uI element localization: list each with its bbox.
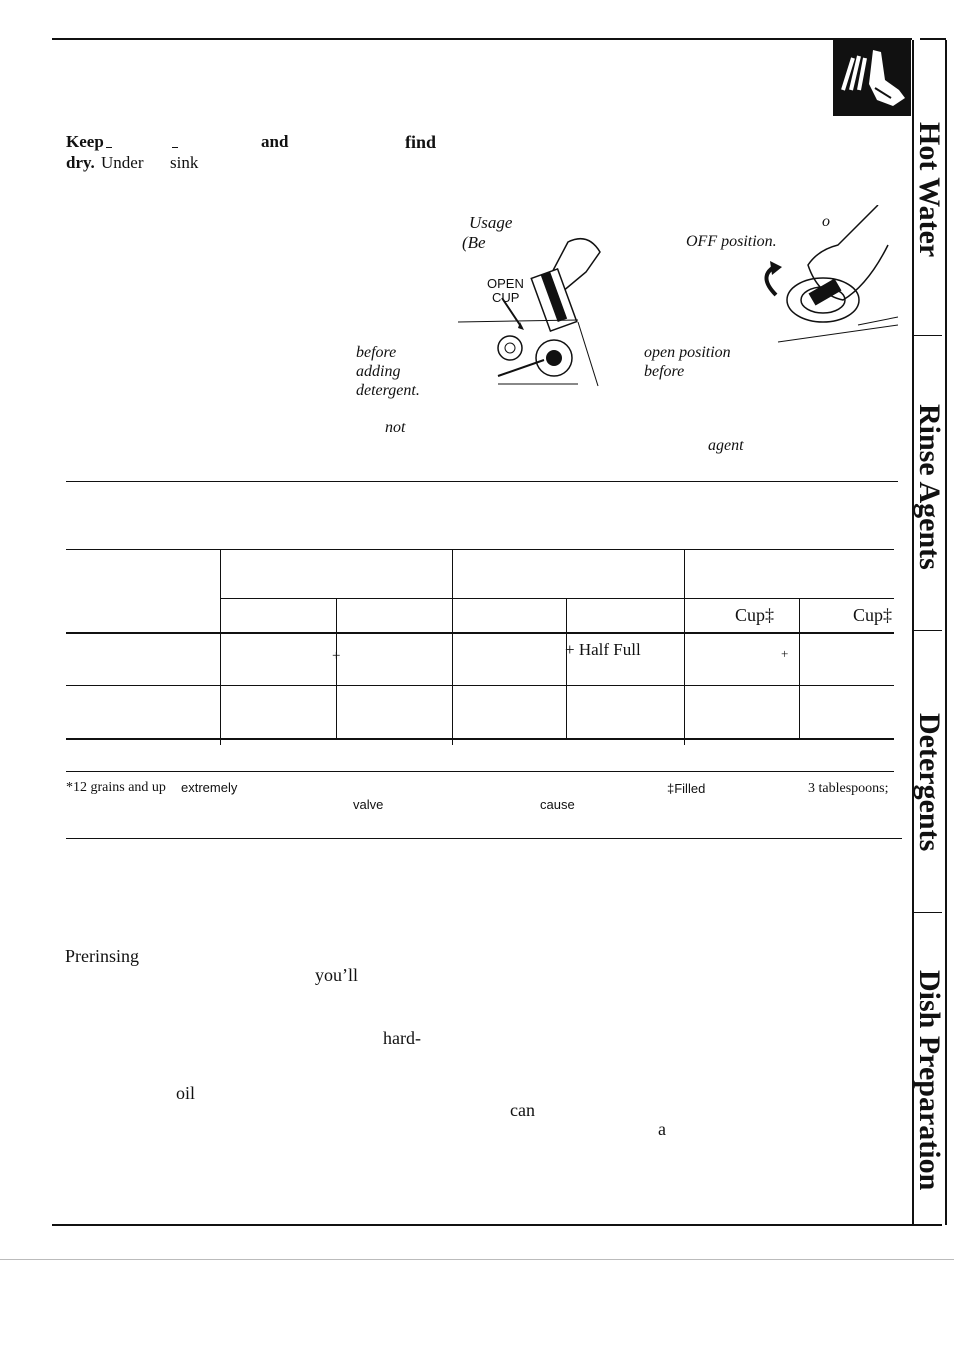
intro-sink: sink	[170, 153, 199, 172]
usage-off-position: OFF position.	[686, 233, 777, 250]
open-cup-label-2: CUP	[492, 290, 520, 305]
row1-cell-2: + Half Full	[565, 640, 641, 659]
table-footnote-rule	[66, 771, 894, 772]
footnote-valve: valve	[353, 797, 384, 812]
prep-prerinsing: Prerinsing	[65, 946, 139, 966]
table-row-rule	[66, 685, 894, 686]
footnote-tablespoons: 3 tablespoons;	[808, 781, 889, 796]
footnote-cause: cause	[540, 797, 575, 812]
tab-hot-water[interactable]: Hot Water	[913, 122, 946, 258]
intro-dash-2	[172, 147, 178, 148]
table-subheader-rule	[220, 598, 894, 599]
footnote-grains: *12 grains and up	[66, 780, 166, 795]
usage-label: Usage	[469, 213, 513, 232]
usage-agent: agent	[708, 437, 744, 454]
prep-youll: you’ll	[315, 965, 358, 985]
page-footer-rule	[0, 1259, 954, 1260]
hand-pointer-icon	[833, 40, 911, 116]
intro-and: and	[261, 132, 289, 151]
col-rule-2a	[566, 598, 567, 738]
footnote-extremely: extremely	[181, 780, 238, 795]
top-rule	[52, 38, 912, 40]
tab-divider-1	[912, 335, 942, 336]
tab-divider-3	[912, 912, 942, 913]
usage-before-1: before	[356, 344, 397, 361]
bottom-rule	[52, 1224, 942, 1226]
intro-under: Under	[101, 153, 144, 172]
intro-find: find	[405, 132, 437, 152]
intro-keep: Keep	[66, 132, 104, 151]
table-top-rule	[66, 549, 894, 550]
tab-rinse-agents[interactable]: Rinse Agents	[913, 404, 946, 570]
col-rule-3a	[799, 598, 800, 738]
footnote-filled: ‡Filled	[667, 781, 706, 796]
prep-oil: oil	[176, 1083, 196, 1103]
usage-open-position: open position	[644, 344, 731, 361]
tab-dish-preparation[interactable]: Dish Preparation	[913, 970, 946, 1191]
col-rule-2	[452, 549, 453, 745]
usage-adding: adding	[356, 363, 401, 380]
row1-cell-1: +	[332, 648, 341, 664]
intro-dry: dry.	[66, 153, 95, 172]
prep-can: can	[510, 1100, 535, 1120]
table-bottom-rule	[66, 738, 894, 740]
top-rule-right	[920, 38, 946, 40]
subheader-cup-1: Cup‡	[735, 605, 775, 625]
tab-detergents[interactable]: Detergents	[913, 713, 946, 852]
usage-detergent: detergent.	[356, 382, 420, 399]
prep-a: a	[658, 1119, 666, 1139]
prep-hard: hard-	[383, 1028, 421, 1048]
usage-o: o	[822, 213, 830, 230]
table-header-rule	[66, 632, 894, 634]
section-rule-1	[66, 481, 898, 482]
usage-be: (Be	[462, 233, 486, 252]
subheader-cup-2: Cup‡	[853, 605, 893, 625]
usage-before-2: before	[644, 363, 685, 380]
intro-dash-1	[106, 147, 112, 148]
col-rule-3	[684, 549, 685, 745]
col-rule-1	[220, 549, 221, 745]
usage-not: not	[385, 419, 406, 436]
open-cup-label-1: OPEN	[487, 276, 524, 291]
row1-cell-3: +	[781, 646, 789, 661]
rinse-dispenser-illustration	[748, 205, 898, 345]
col-rule-1a	[336, 598, 337, 738]
section-rule-2	[66, 838, 902, 839]
detergent-cup-illustration	[458, 232, 608, 387]
tab-divider-2	[912, 630, 942, 631]
